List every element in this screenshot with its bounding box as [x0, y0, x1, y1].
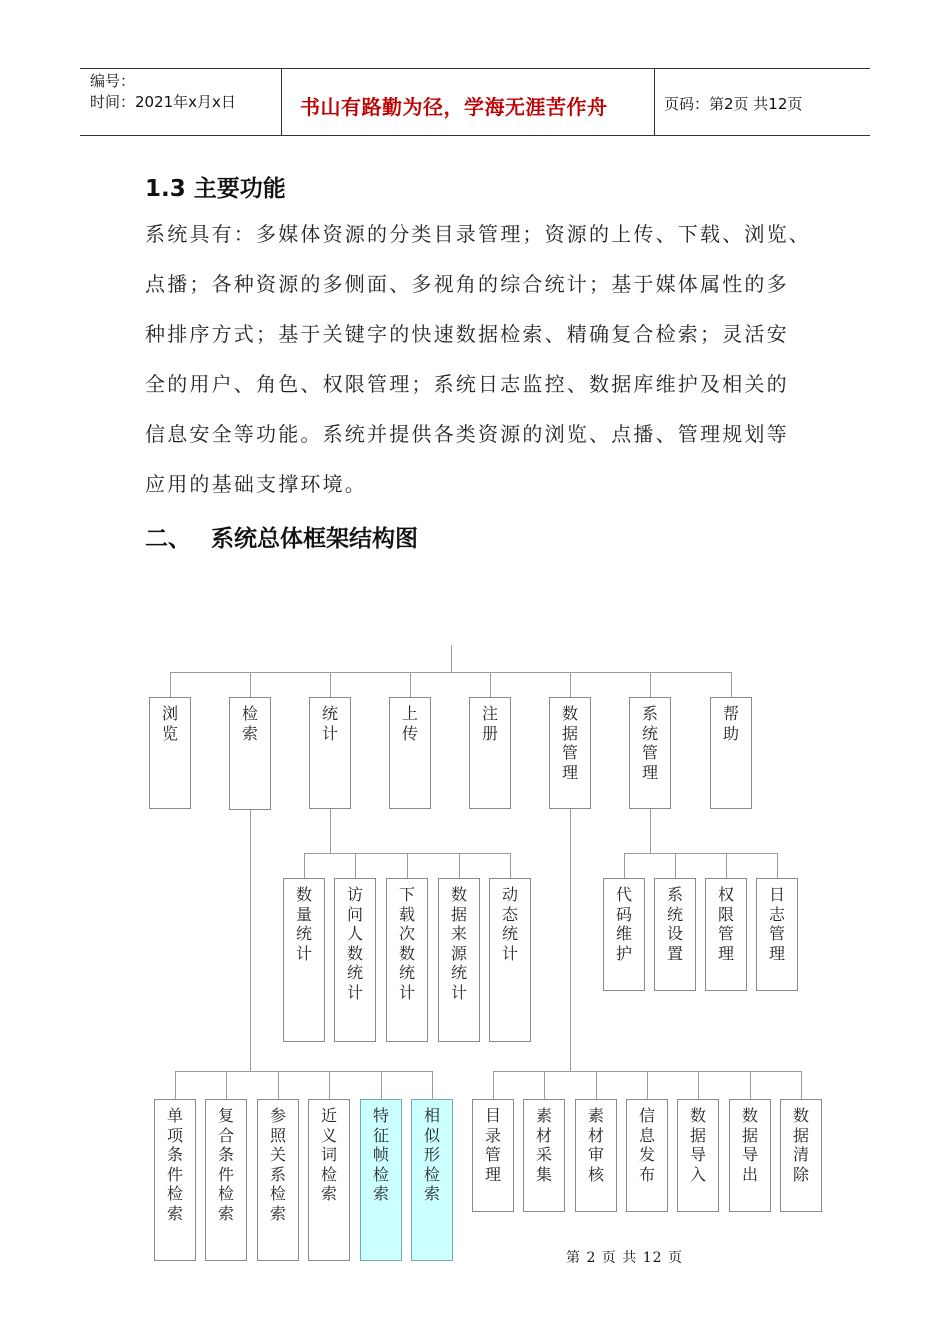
connector [490, 672, 491, 697]
node-information-release: 信息发布 [626, 1099, 668, 1212]
node-system-settings: 系统设置 [654, 878, 696, 991]
node-visitor-statistics: 访问人数统计 [334, 878, 376, 1042]
connector [801, 1071, 802, 1099]
connector-sysmgmt-bus [624, 853, 778, 854]
connector [650, 809, 651, 853]
section-title-framework: 系统总体框架结构图 [211, 526, 418, 552]
connector [330, 809, 331, 853]
paragraph-line: 点播；各种资源的多侧面、多视角的综合统计；基于媒体属性的多 [145, 272, 789, 296]
paragraph-line: 信息安全等功能。系统并提供各类资源的浏览、点播、管理规划等 [145, 422, 789, 446]
node-log-management: 日志管理 [756, 878, 798, 991]
header-number-label: 编号： [90, 72, 136, 90]
connector [777, 853, 778, 878]
node-data-export: 数据导出 [729, 1099, 771, 1212]
node-similar-shape-search: 相似形检索 [411, 1099, 453, 1261]
node-data-import: 数据导入 [677, 1099, 719, 1212]
connector [596, 1071, 597, 1099]
connector [675, 853, 676, 878]
connector [304, 853, 305, 878]
connector [510, 853, 511, 878]
node-search: 检索 [229, 697, 271, 810]
node-download-statistics: 下载次数统计 [386, 878, 428, 1042]
section-number: 二、 [145, 526, 191, 552]
node-single-condition-search: 单项条件检索 [154, 1099, 196, 1261]
paragraph-line: 系统具有：多媒体资源的分类目录管理；资源的上传、下载、浏览、 [145, 222, 811, 246]
connector [250, 809, 251, 1071]
connector-search-bus [175, 1071, 432, 1072]
connector [355, 853, 356, 878]
connector [493, 1071, 494, 1099]
connector [731, 672, 732, 697]
node-catalog-management: 目录管理 [472, 1099, 514, 1212]
node-synonym-search: 近义词检索 [308, 1099, 350, 1261]
page-footer: 第 2 页 共 12 页 [566, 1250, 683, 1266]
connector [432, 1071, 433, 1099]
node-data-clear: 数据清除 [780, 1099, 822, 1212]
connector [250, 672, 251, 697]
node-material-review: 素材审核 [575, 1099, 617, 1212]
connector [407, 853, 408, 878]
node-code-maintenance: 代码维护 [603, 878, 645, 991]
section-title-main-functions: 1.3 主要功能 [145, 176, 286, 202]
node-browse: 浏览 [149, 697, 191, 809]
node-register: 注册 [469, 697, 511, 809]
connector [278, 1071, 279, 1099]
connector [410, 672, 411, 697]
connector [570, 809, 571, 1071]
node-material-collection: 素材采集 [523, 1099, 565, 1212]
node-reference-relation-search: 参照关系检索 [257, 1099, 299, 1261]
header-time-label: 时间：2021年x月x日 [90, 93, 236, 111]
connector [750, 1071, 751, 1099]
connector-top-bus [170, 672, 732, 673]
node-quantity-statistics: 数量统计 [283, 878, 325, 1042]
node-compound-condition-search: 复合条件检索 [205, 1099, 247, 1261]
node-system-management: 系统管理 [629, 697, 671, 809]
node-help: 帮助 [710, 697, 752, 809]
connector-root [451, 645, 452, 673]
connector [726, 853, 727, 878]
node-permission-management: 权限管理 [705, 878, 747, 991]
connector [330, 672, 331, 697]
connector [544, 1071, 545, 1099]
connector [698, 1071, 699, 1099]
node-source-statistics: 数据来源统计 [438, 878, 480, 1042]
connector [329, 1071, 330, 1099]
header-page-info: 页码：第2页 共12页 [664, 95, 803, 113]
connector [459, 853, 460, 878]
header-motto: 书山有路勤为径，学海无涯苦作舟 [300, 95, 608, 119]
connector [175, 1071, 176, 1099]
node-upload: 上传 [389, 697, 431, 809]
connector [650, 672, 651, 697]
connector [226, 1071, 227, 1099]
paragraph-line: 应用的基础支撑环境。 [145, 472, 367, 496]
node-statistics: 统计 [309, 697, 351, 809]
connector [570, 672, 571, 697]
node-data-management: 数据管理 [549, 697, 591, 809]
paragraph-line: 种排序方式；基于关键字的快速数据检索、精确复合检索；灵活安 [145, 322, 789, 346]
node-dynamic-statistics: 动态统计 [489, 878, 531, 1042]
connector [624, 853, 625, 878]
connector [170, 672, 171, 697]
connector [381, 1071, 382, 1099]
connector [647, 1071, 648, 1099]
node-feature-frame-search: 特征帧检索 [360, 1099, 402, 1261]
paragraph-line: 全的用户、角色、权限管理；系统日志监控、数据库维护及相关的 [145, 372, 789, 396]
